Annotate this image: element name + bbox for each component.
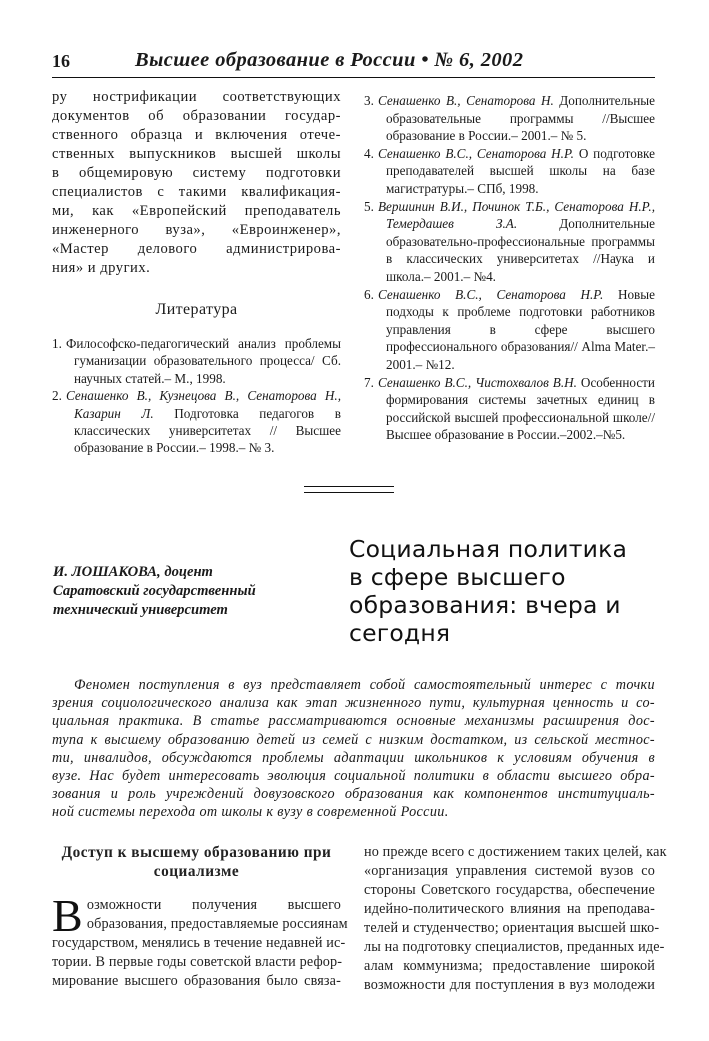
reference-item [364,286,655,374]
abstract-line: Феномен поступления в вуз представляет собой самостоятельный интерес с точки [74,677,655,693]
reference-list-right [364,92,655,444]
reference-text: Особенности формирования системы зачетных единиц в российской высшей профессиональной школе//Высшее образование в России.–2002.–№5. [386,374,655,443]
title-line: сегодня [349,619,451,647]
body-line: алам коммунизма; предоставление широкой [364,958,655,974]
reference-item [52,335,341,387]
text-line: ственного образца и включения отече- [52,127,341,143]
abstract-line: ти, инвалидов, обсуждаются проблемы адаптации школьников к условиям обучения в [52,749,655,766]
reference-item [52,387,341,457]
body-line: стороны Советского государства, обеспечение [364,882,655,898]
article-title [349,535,659,647]
reference-authors: Сенашенко В.С., Чистохвалов В.Н. [378,374,577,390]
section-heading: Доступ к высшему образованию при социализме [61,844,332,880]
body-line: телей и студенчество; ориентация высшей шко- [364,920,660,936]
text-line: «Мастер делового администрирова- [52,241,341,257]
body-line: тории. В первые годы советской власти рефор- [52,954,343,970]
author-name: И. ЛОШАКОВА, доцент [53,564,213,580]
reference-text: О подготовке преподавателей высшей школы на базе магистратуры.– СПб, 1998. [386,145,655,196]
page-number: 16 [52,51,70,71]
body-line: озможности получения высшего [86,897,341,913]
text-line: в общемировую систему подготовки [52,165,341,181]
section-divider [304,486,394,493]
abstract-line: циальная практика. В статье рассматриваются основные механизмы расширения дос- [52,713,655,730]
text-line: специалистов с такими квалификация- [52,184,341,200]
abstract-line: вузе. Нас будет интересовать эволюция социальной политики в области высшего обра- [52,768,655,785]
literature-heading: Литература [155,301,238,318]
abstract-line: тупа к высшему образованию детей из семей с низким достатком, из сельской местнос- [52,731,655,748]
reference-number: 4. [364,145,374,161]
abstract-line: зрения социологического анализа как этап жизненного пути, культурная ценность и со- [52,695,655,712]
text-line: инженерного вуза», «Евроинженер», [52,222,341,238]
author-affiliation: Саратовский государственный [53,583,256,599]
reference-authors: Сенашенко В., Кузнецова В., Сенаторова Н., Казарин Л. [66,388,341,421]
reference-number: 3. [364,93,374,108]
author-block [53,563,338,620]
body-line: идейно-политического влияния на преподава- [364,901,655,917]
journal-title: Высшее образование в России • № 6, 2002 [135,49,524,71]
author-affiliation: технический университет [53,602,228,618]
text-line: документов об образовании государ- [52,108,341,124]
reference-authors: Сенашенко В.С., Сенаторова Н.Р. [378,286,604,302]
reference-authors: Вершинин В.И., Починок Т.Б., Сенаторова Н.Р., Темердашев З.А. [378,198,655,232]
abstract-line: ной системы перехода от школы к вузу в современной России. [52,804,449,821]
body-line: образования, предоставляемые россиянам [86,916,348,932]
reference-text: Новые подходы к проблеме подготовки работников управления в сфере высшего профессионального образования// Alma Mater.– 2001.– №12. [386,286,655,372]
body-line: мирование высшего образования было связа- [52,973,341,989]
reference-item [364,92,655,145]
reference-text: Дополнительные образовательно-профессиональные программы в классических университетах //Наука и школа.– 2001.– №4. [386,216,655,284]
reference-item [364,145,655,198]
body-line: «организация управления системой вузов со [364,863,655,879]
reference-list-left [52,335,341,457]
text-line: ственных выпускников высшей школы [52,146,341,162]
body-line: государством, менялись в течение недавней ис- [52,935,346,951]
title-line: образования: вчера и [349,591,621,619]
intro-paragraph [52,88,341,278]
reference-number: 5. [364,198,374,214]
body-column-right [364,843,667,995]
reference-item [364,374,655,444]
body-line: но прежде всего с достижением таких целей, как [364,844,667,860]
reference-number: 1. [52,336,62,351]
title-line: в сфере высшего [349,563,566,591]
reference-authors: Сенашенко В.С., Сенаторова Н.Р. [378,145,574,161]
reference-text: Подготовка педагогов в классических университетах // Высшее образование в России.– 1998.– № 3. [74,405,341,456]
reference-number: 6. [364,286,374,302]
body-column-left [52,890,348,991]
reference-item [364,198,655,286]
reference-text: Философско-педагогический анализ проблемы гуманизации образовательного процесса/ Сб. научных статей.– М., 1998. [66,336,341,386]
text-line: ру нострификации соответствующих [52,89,341,105]
left-column-top [52,88,341,457]
reference-text: Дополнительные образовательные программы //Высшее образование в России.– 2001.– № 5. [386,93,655,144]
right-column-top [364,92,655,444]
body-line: лы на подготовку специалистов, преданных иде- [364,939,665,955]
title-line: Социальная политика [349,535,628,563]
reference-authors: Сенашенко В., Сенаторова Н. [378,93,554,108]
reference-number: 7. [364,374,374,390]
text-line: ния» и других. [52,260,151,276]
body-line: возможности для поступления в вуз молодежи [364,977,655,993]
reference-number: 2. [52,388,62,404]
abstract-line: зования и роль учреждений довузовского образования как компонентов институциаль- [52,786,655,803]
drop-cap: В [52,890,83,941]
text-line: ми, как «Европейский преподаватель [52,203,341,219]
running-header [52,51,655,78]
abstract [52,676,655,822]
